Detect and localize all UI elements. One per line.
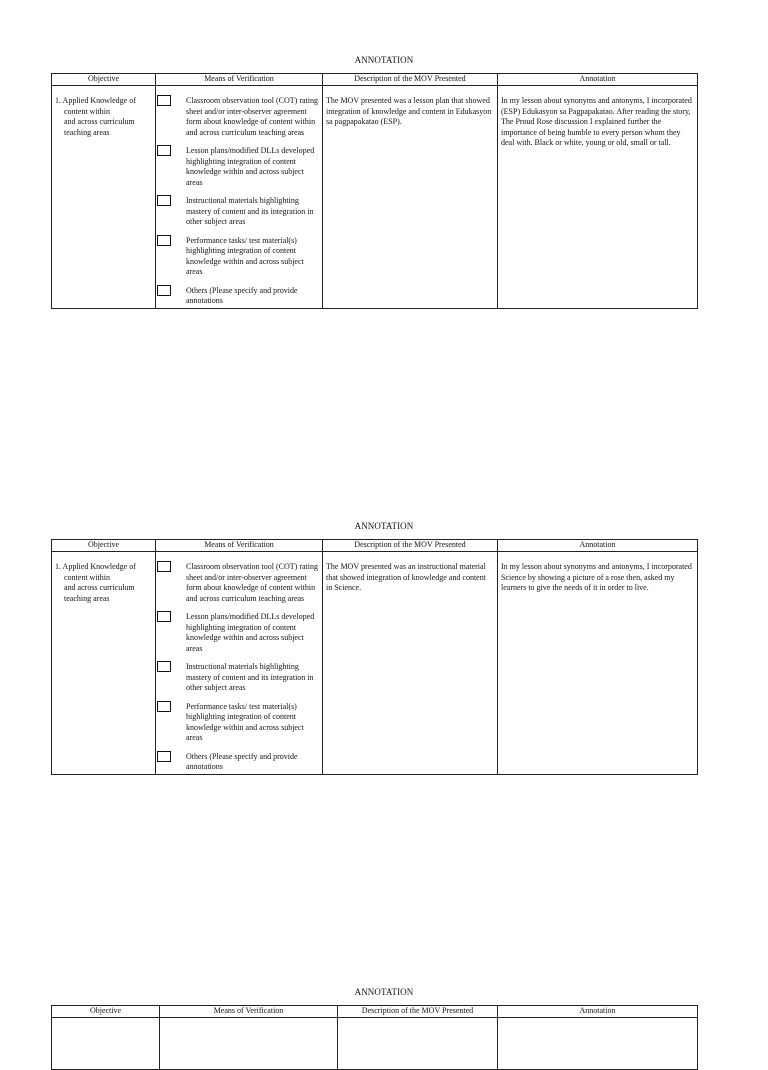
mov-item-label: Others (Please specify and provide annotations: [186, 751, 298, 771]
table-header-row: [52, 540, 698, 552]
checkbox-icon[interactable]: [157, 95, 171, 106]
mov-item-label: Classroom observation tool (COT) rating sheet and/or inter-observer agreement form about knowledge of content within and across curriculum teaching areas: [186, 96, 318, 137]
mov-item-label: Instructional materials highlighting mastery of content and its integration in other subject areas: [186, 662, 314, 692]
table-row: [52, 86, 698, 309]
description-cell: [338, 1018, 498, 1070]
header-means-of-verification: Means of Verification: [156, 74, 323, 86]
objective-line: and across curriculum: [64, 117, 135, 126]
objective-line: content within: [64, 106, 110, 116]
checkbox-icon[interactable]: [157, 561, 171, 572]
section-3-title: ANNOTATION: [354, 987, 414, 997]
objective-line: content within: [64, 572, 110, 582]
header-description: Description of the MOV Presented: [323, 540, 498, 552]
annotation-table-3: [51, 1005, 698, 1070]
checkbox-icon[interactable]: [157, 145, 171, 156]
mov-item-label: Performance tasks/ test material(s) highlighting integration of content knowledge within and across subject areas: [186, 701, 304, 742]
mov-item-label: Instructional materials highlighting mastery of content and its integration in other subject areas: [186, 196, 314, 226]
mov-item-performance-tasks[interactable]: [159, 236, 319, 278]
checkbox-icon[interactable]: [157, 235, 171, 246]
objective-cell: [52, 86, 156, 309]
header-description: Description of the MOV Presented: [323, 74, 498, 86]
mov-item-instructional-materials[interactable]: [159, 196, 319, 228]
mov-item-lesson-plans[interactable]: [159, 146, 319, 188]
mov-item-label: Lesson plans/modified DLLs developed highlighting integration of content knowledge within and across subject areas: [186, 146, 315, 187]
mov-item-cot[interactable]: [159, 562, 319, 604]
objective-cell: [52, 552, 156, 775]
header-annotation: Annotation: [498, 74, 698, 86]
annotation-table-2: [51, 539, 698, 775]
table-header-row: [52, 74, 698, 86]
section-1-title: ANNOTATION: [354, 55, 414, 65]
checkbox-icon[interactable]: [157, 195, 171, 206]
mov-item-others[interactable]: [159, 752, 319, 773]
annotation-table-1: [51, 73, 698, 309]
checkbox-icon[interactable]: [157, 701, 171, 712]
mov-item-cot[interactable]: [159, 96, 319, 138]
mov-item-label: Lesson plans/modified DLLs developed highlighting integration of content knowledge within and across subject areas: [186, 612, 315, 653]
mov-item-label: Classroom observation tool (COT) rating sheet and/or inter-observer agreement form about knowledge of content within and across curriculum teaching areas: [186, 562, 318, 603]
mov-item-instructional-materials[interactable]: [159, 662, 319, 694]
header-objective: Objective: [52, 540, 156, 552]
objective-cell: [52, 1018, 160, 1070]
section-2-title: ANNOTATION: [354, 521, 414, 531]
header-annotation: Annotation: [498, 1006, 698, 1018]
table-row: [52, 1018, 698, 1070]
mov-item-others[interactable]: [159, 286, 319, 307]
header-description: Description of the MOV Presented: [338, 1006, 498, 1018]
checkbox-icon[interactable]: [157, 611, 171, 622]
header-annotation: Annotation: [498, 540, 698, 552]
checkbox-icon[interactable]: [157, 661, 171, 672]
checkbox-icon[interactable]: [157, 285, 171, 296]
header-means-of-verification: Means of Verification: [156, 540, 323, 552]
annotation-cell: In my lesson about synonyms and antonyms, I incorporated Science by showing a picture of a rose then, asked my learners to give the needs of it in order to live.: [498, 552, 698, 775]
mov-item-lesson-plans[interactable]: [159, 612, 319, 654]
header-objective: Objective: [52, 74, 156, 86]
description-cell: The MOV presented was a lesson plan that showed integration of knowledge and content in Edukasyon sa pagpapakatao (ESP).: [323, 86, 498, 309]
mov-item-label: Others (Please specify and provide annotations: [186, 285, 298, 305]
table-row: [52, 552, 698, 775]
header-objective: Objective: [52, 1006, 160, 1018]
header-means-of-verification: Means of Verification: [160, 1006, 338, 1018]
mov-item-performance-tasks[interactable]: [159, 702, 319, 744]
objective-line: teaching areas: [64, 593, 110, 603]
annotation-cell: In my lesson about synonyms and antonyms, I incorporated (ESP) Edukasyon sa Pagpapakatao. After reading the story, The Proud Rose discussion I explained further the importance of being humble to every person whom they deal with. Black or white, young or old, small or tall.: [498, 86, 698, 309]
mov-cell: [156, 552, 323, 775]
table-header-row: [52, 1006, 698, 1018]
objective-line: 1. Applied Knowledge of: [55, 96, 136, 105]
objective-line: teaching areas: [64, 127, 110, 137]
mov-cell: [156, 86, 323, 309]
description-cell: The MOV presented was an instructional material that showed integration of knowledge and content in Science.: [323, 552, 498, 775]
checkbox-icon[interactable]: [157, 751, 171, 762]
objective-line: 1. Applied Knowledge of: [55, 562, 136, 571]
mov-item-label: Performance tasks/ test material(s) highlighting integration of content knowledge within and across subject areas: [186, 235, 304, 276]
mov-cell: [160, 1018, 338, 1070]
objective-line: and across curriculum: [64, 583, 135, 592]
annotation-cell: [498, 1018, 698, 1070]
